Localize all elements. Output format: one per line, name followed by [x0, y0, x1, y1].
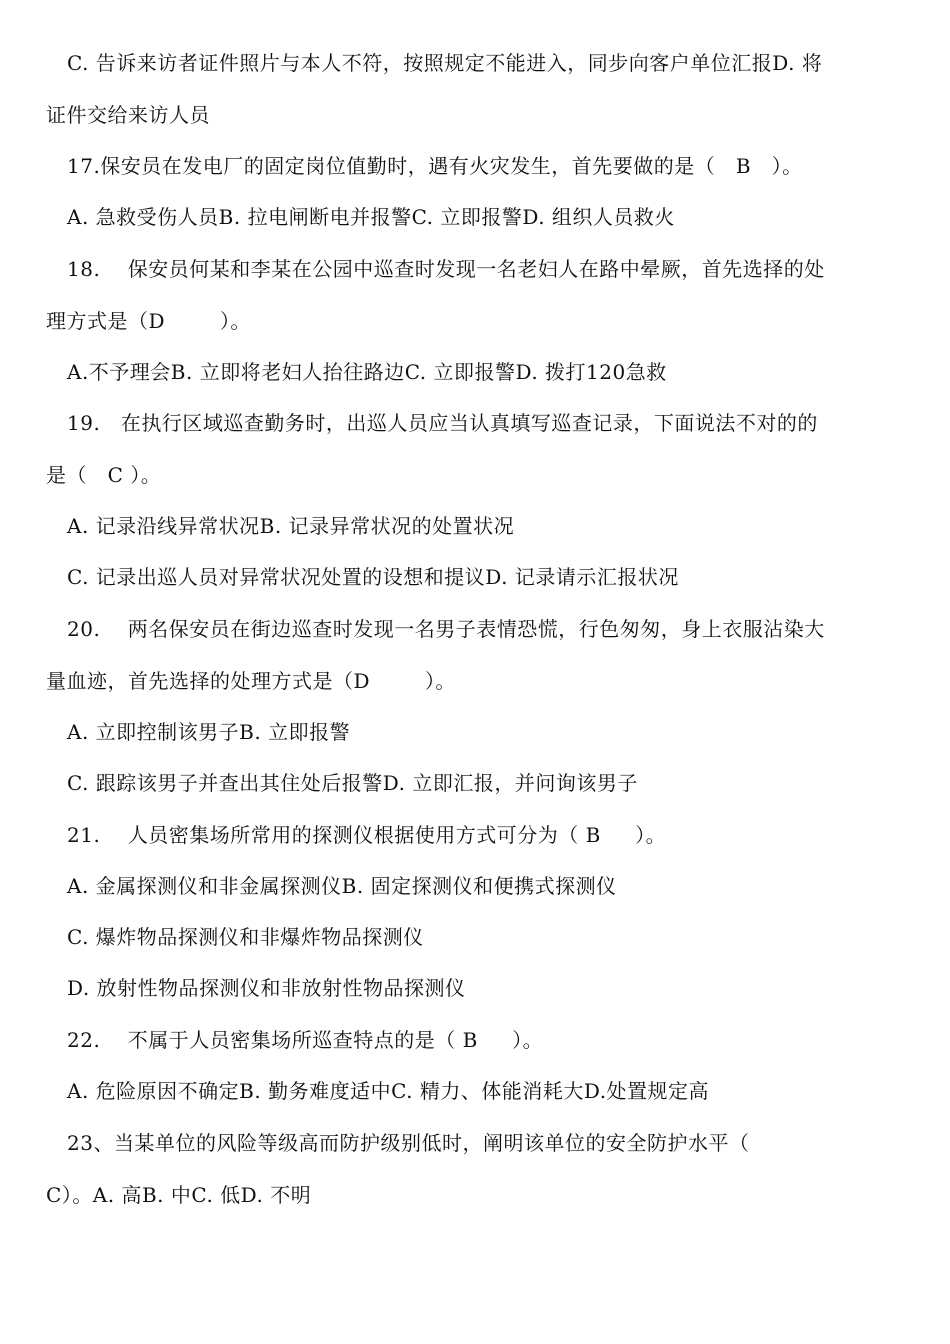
text-line-q19-cont: 是（ C ）。	[46, 463, 162, 487]
text-line-q18: 18. 保安员何某和李某在公园中巡查时发现一名老妇人在路中晕厥，首先选择的处	[67, 257, 825, 281]
text-line-q16-option-c: C. 告诉来访者证件照片与本人不符，按照规定不能进入，同步向客户单位汇报D. 将	[67, 51, 823, 75]
text-line-q17-options: A. 急救受伤人员B. 拉电闸断电并报警C. 立即报警D. 组织人员救火	[67, 205, 675, 229]
text-line-q19: 19. 在执行区域巡查勤务时，出巡人员应当认真填写巡查记录，下面说法不对的的	[67, 411, 818, 435]
text-line-q18-options: A.不予理会B. 立即将老妇人抬往路边C. 立即报警D. 拨打120急救	[67, 360, 667, 384]
text-line-q22-options: A. 危险原因不确定B. 勤务难度适中C. 精力、体能消耗大D.处置规定高	[67, 1079, 710, 1103]
text-line-q20-cont: 量血迹，首先选择的处理方式是（D ）。	[46, 669, 456, 693]
text-line-q20-options-cd: C. 跟踪该男子并查出其住处后报警D. 立即汇报，并问询该男子	[67, 771, 638, 795]
text-line-q20: 20. 两名保安员在街边巡查时发现一名男子表情恐慌，行色匆匆，身上衣服沾染大	[67, 617, 825, 641]
text-line-q23: 23、当某单位的风险等级高而防护级别低时，阐明该单位的安全防护水平（	[67, 1131, 750, 1155]
text-line-q19-options-ab: A. 记录沿线异常状况B. 记录异常状况的处置状况	[67, 514, 515, 538]
text-line-q21-option-d: D. 放射性物品探测仪和非放射性物品探测仪	[67, 976, 466, 1000]
text-line-q21-options-ab: A. 金属探测仪和非金属探测仪B. 固定探测仪和便携式探测仪	[67, 874, 617, 898]
text-line-q23-options: C）。A. 高B. 中C. 低D. 不明	[46, 1183, 312, 1207]
text-line-q18-cont: 理方式是（D ）。	[46, 309, 251, 333]
text-line-q16-option-d-cont: 证件交给来访人员	[46, 103, 210, 127]
text-line-q20-options-ab: A. 立即控制该男子B. 立即报警	[67, 720, 351, 744]
text-line-q21-option-c: C. 爆炸物品探测仪和非爆炸物品探测仪	[67, 925, 424, 949]
text-line-q19-options-cd: C. 记录出巡人员对异常状况处置的设想和提议D. 记录请示汇报状况	[67, 565, 679, 589]
text-line-q22: 22. 不属于人员密集场所巡查特点的是（ B ）。	[67, 1028, 544, 1052]
text-line-q17: 17.保安员在发电厂的固定岗位值勤时，遇有火灾发生，首先要做的是（ B ）。	[67, 154, 803, 178]
text-line-q21: 21. 人员密集场所常用的探测仪根据使用方式可分为（ B ）。	[67, 823, 667, 847]
